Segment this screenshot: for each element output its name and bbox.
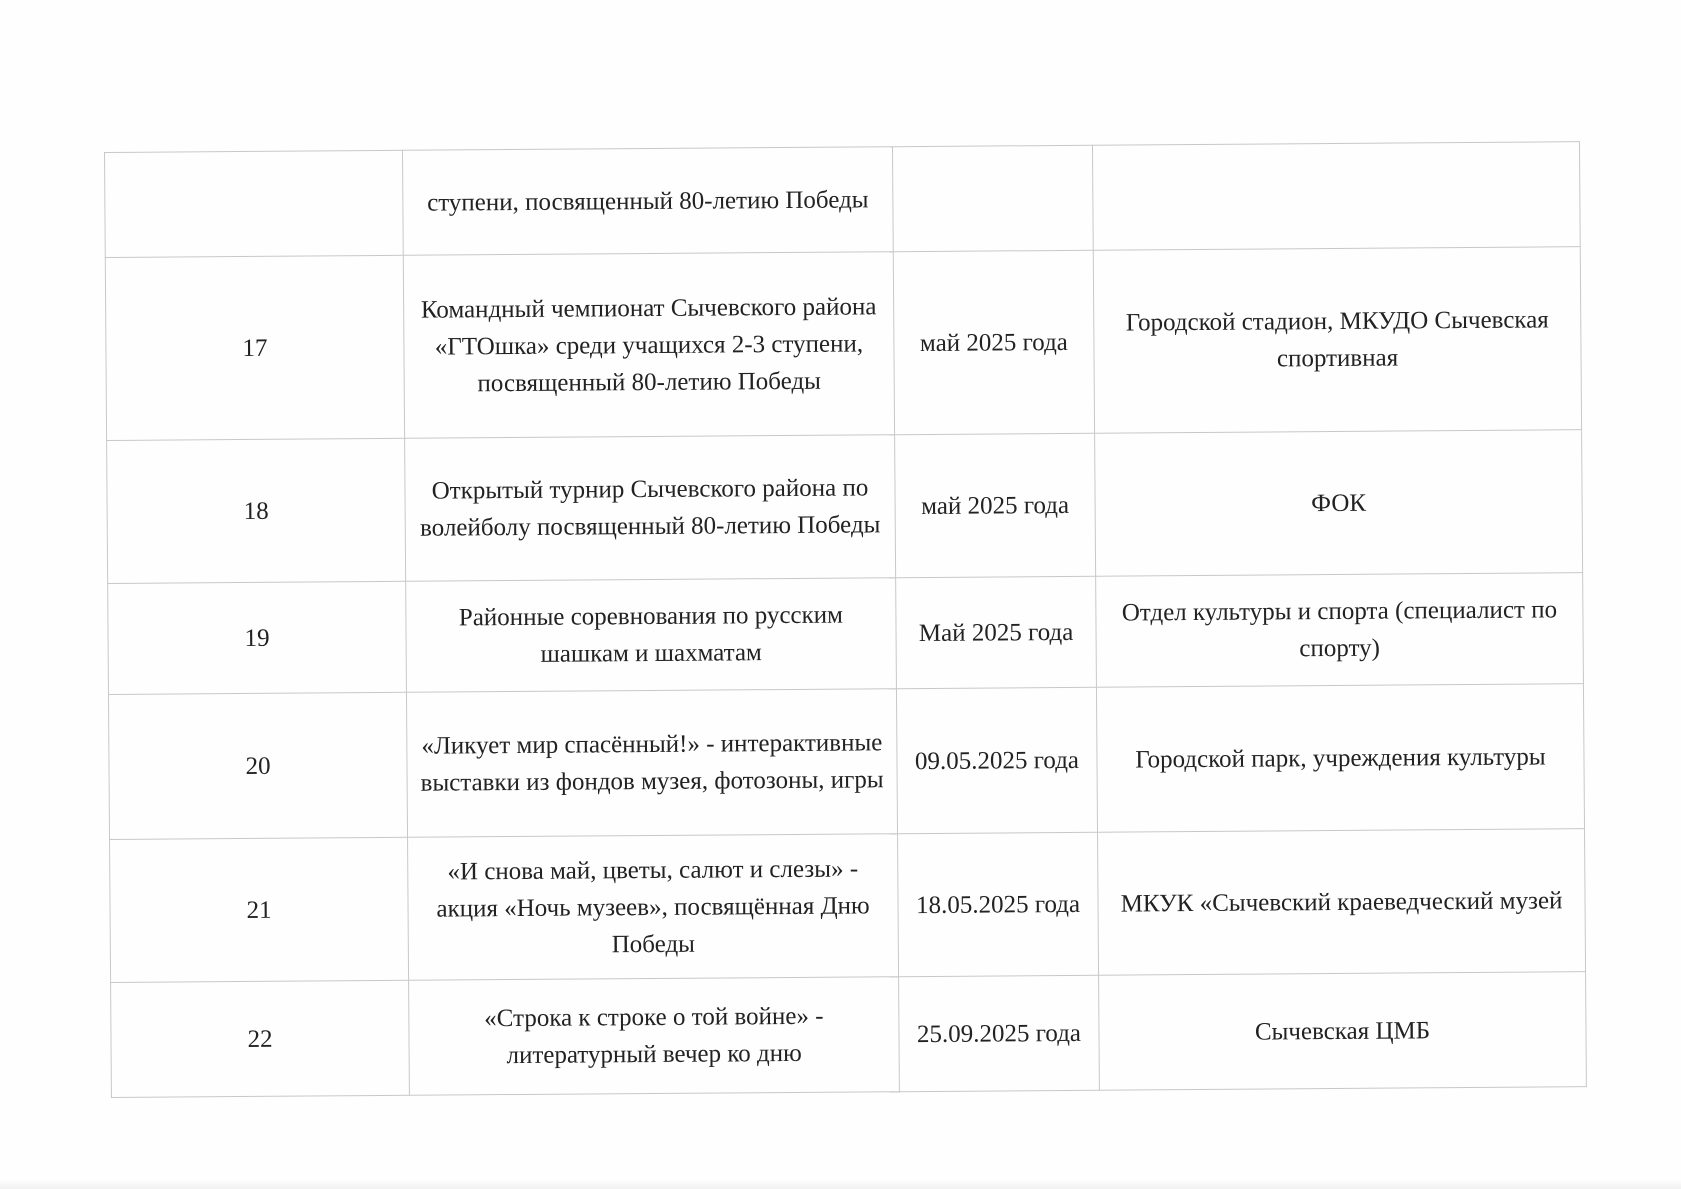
table-row bbox=[111, 972, 1587, 1098]
event-place-cell: МКУК «Сычевский краеведческий музей bbox=[1098, 829, 1586, 976]
row-number-cell bbox=[105, 150, 404, 257]
event-date-cell: май 2025 года bbox=[895, 433, 1096, 577]
event-date-cell: 09.05.2025 года bbox=[896, 687, 1097, 833]
event-date-cell bbox=[892, 145, 1093, 251]
table-row bbox=[105, 247, 1581, 441]
event-place-cell: Городской парк, учреждения культуры bbox=[1096, 684, 1584, 833]
row-number-cell: 22 bbox=[111, 980, 410, 1097]
scan-edge bbox=[0, 1179, 1681, 1189]
row-number-cell: 19 bbox=[108, 581, 407, 694]
event-name-cell: Командный чемпионат Сычевского района «ГТОшка» среди учащихся 2-3 ступени, посвященный 80-летию Победы bbox=[403, 252, 894, 439]
table-row bbox=[110, 829, 1586, 983]
row-number-cell: 17 bbox=[105, 255, 404, 440]
row-number-cell: 18 bbox=[107, 438, 406, 583]
event-name-cell: «Ликует мир спасённый!» - интерактивные выставки из фондов музея, фотозоны, игры bbox=[406, 689, 897, 838]
event-name-cell: «И снова май, цветы, салют и слезы» - акция «Ночь музеев», посвящённая Дню Победы bbox=[408, 834, 899, 981]
event-place-cell: Сычевская ЦМБ bbox=[1099, 972, 1587, 1091]
event-place-cell: ФОК bbox=[1095, 430, 1583, 577]
event-date-cell: май 2025 года bbox=[893, 250, 1094, 434]
event-place-cell: Отдел культуры и спорта (специалист по спорту) bbox=[1096, 573, 1584, 688]
row-number-cell: 20 bbox=[108, 692, 407, 839]
event-name-cell: ступени, посвященный 80-летию Победы bbox=[402, 147, 893, 256]
event-date-cell: 25.09.2025 года bbox=[899, 975, 1100, 1091]
table-row bbox=[108, 573, 1584, 695]
event-place-cell: Городской стадион, МКУДО Сычевская спортивная bbox=[1093, 247, 1581, 434]
event-name-cell: «Строка к строке о той войне» - литературный вечер ко дню bbox=[409, 977, 900, 1096]
event-name-cell: Открытый турнир Сычевского района по волейболу посвященный 80-летию Победы bbox=[405, 435, 896, 582]
events-table bbox=[104, 141, 1587, 1098]
row-number-cell: 21 bbox=[110, 837, 409, 982]
event-date-cell: Май 2025 года bbox=[896, 576, 1097, 688]
table-row-continuation bbox=[105, 142, 1581, 258]
table-row bbox=[107, 430, 1583, 584]
event-name-cell: Районные соревнования по русским шашкам и шахматам bbox=[406, 578, 897, 693]
table-row bbox=[108, 684, 1584, 840]
event-place-cell bbox=[1092, 142, 1580, 251]
event-date-cell: 18.05.2025 года bbox=[898, 832, 1099, 976]
